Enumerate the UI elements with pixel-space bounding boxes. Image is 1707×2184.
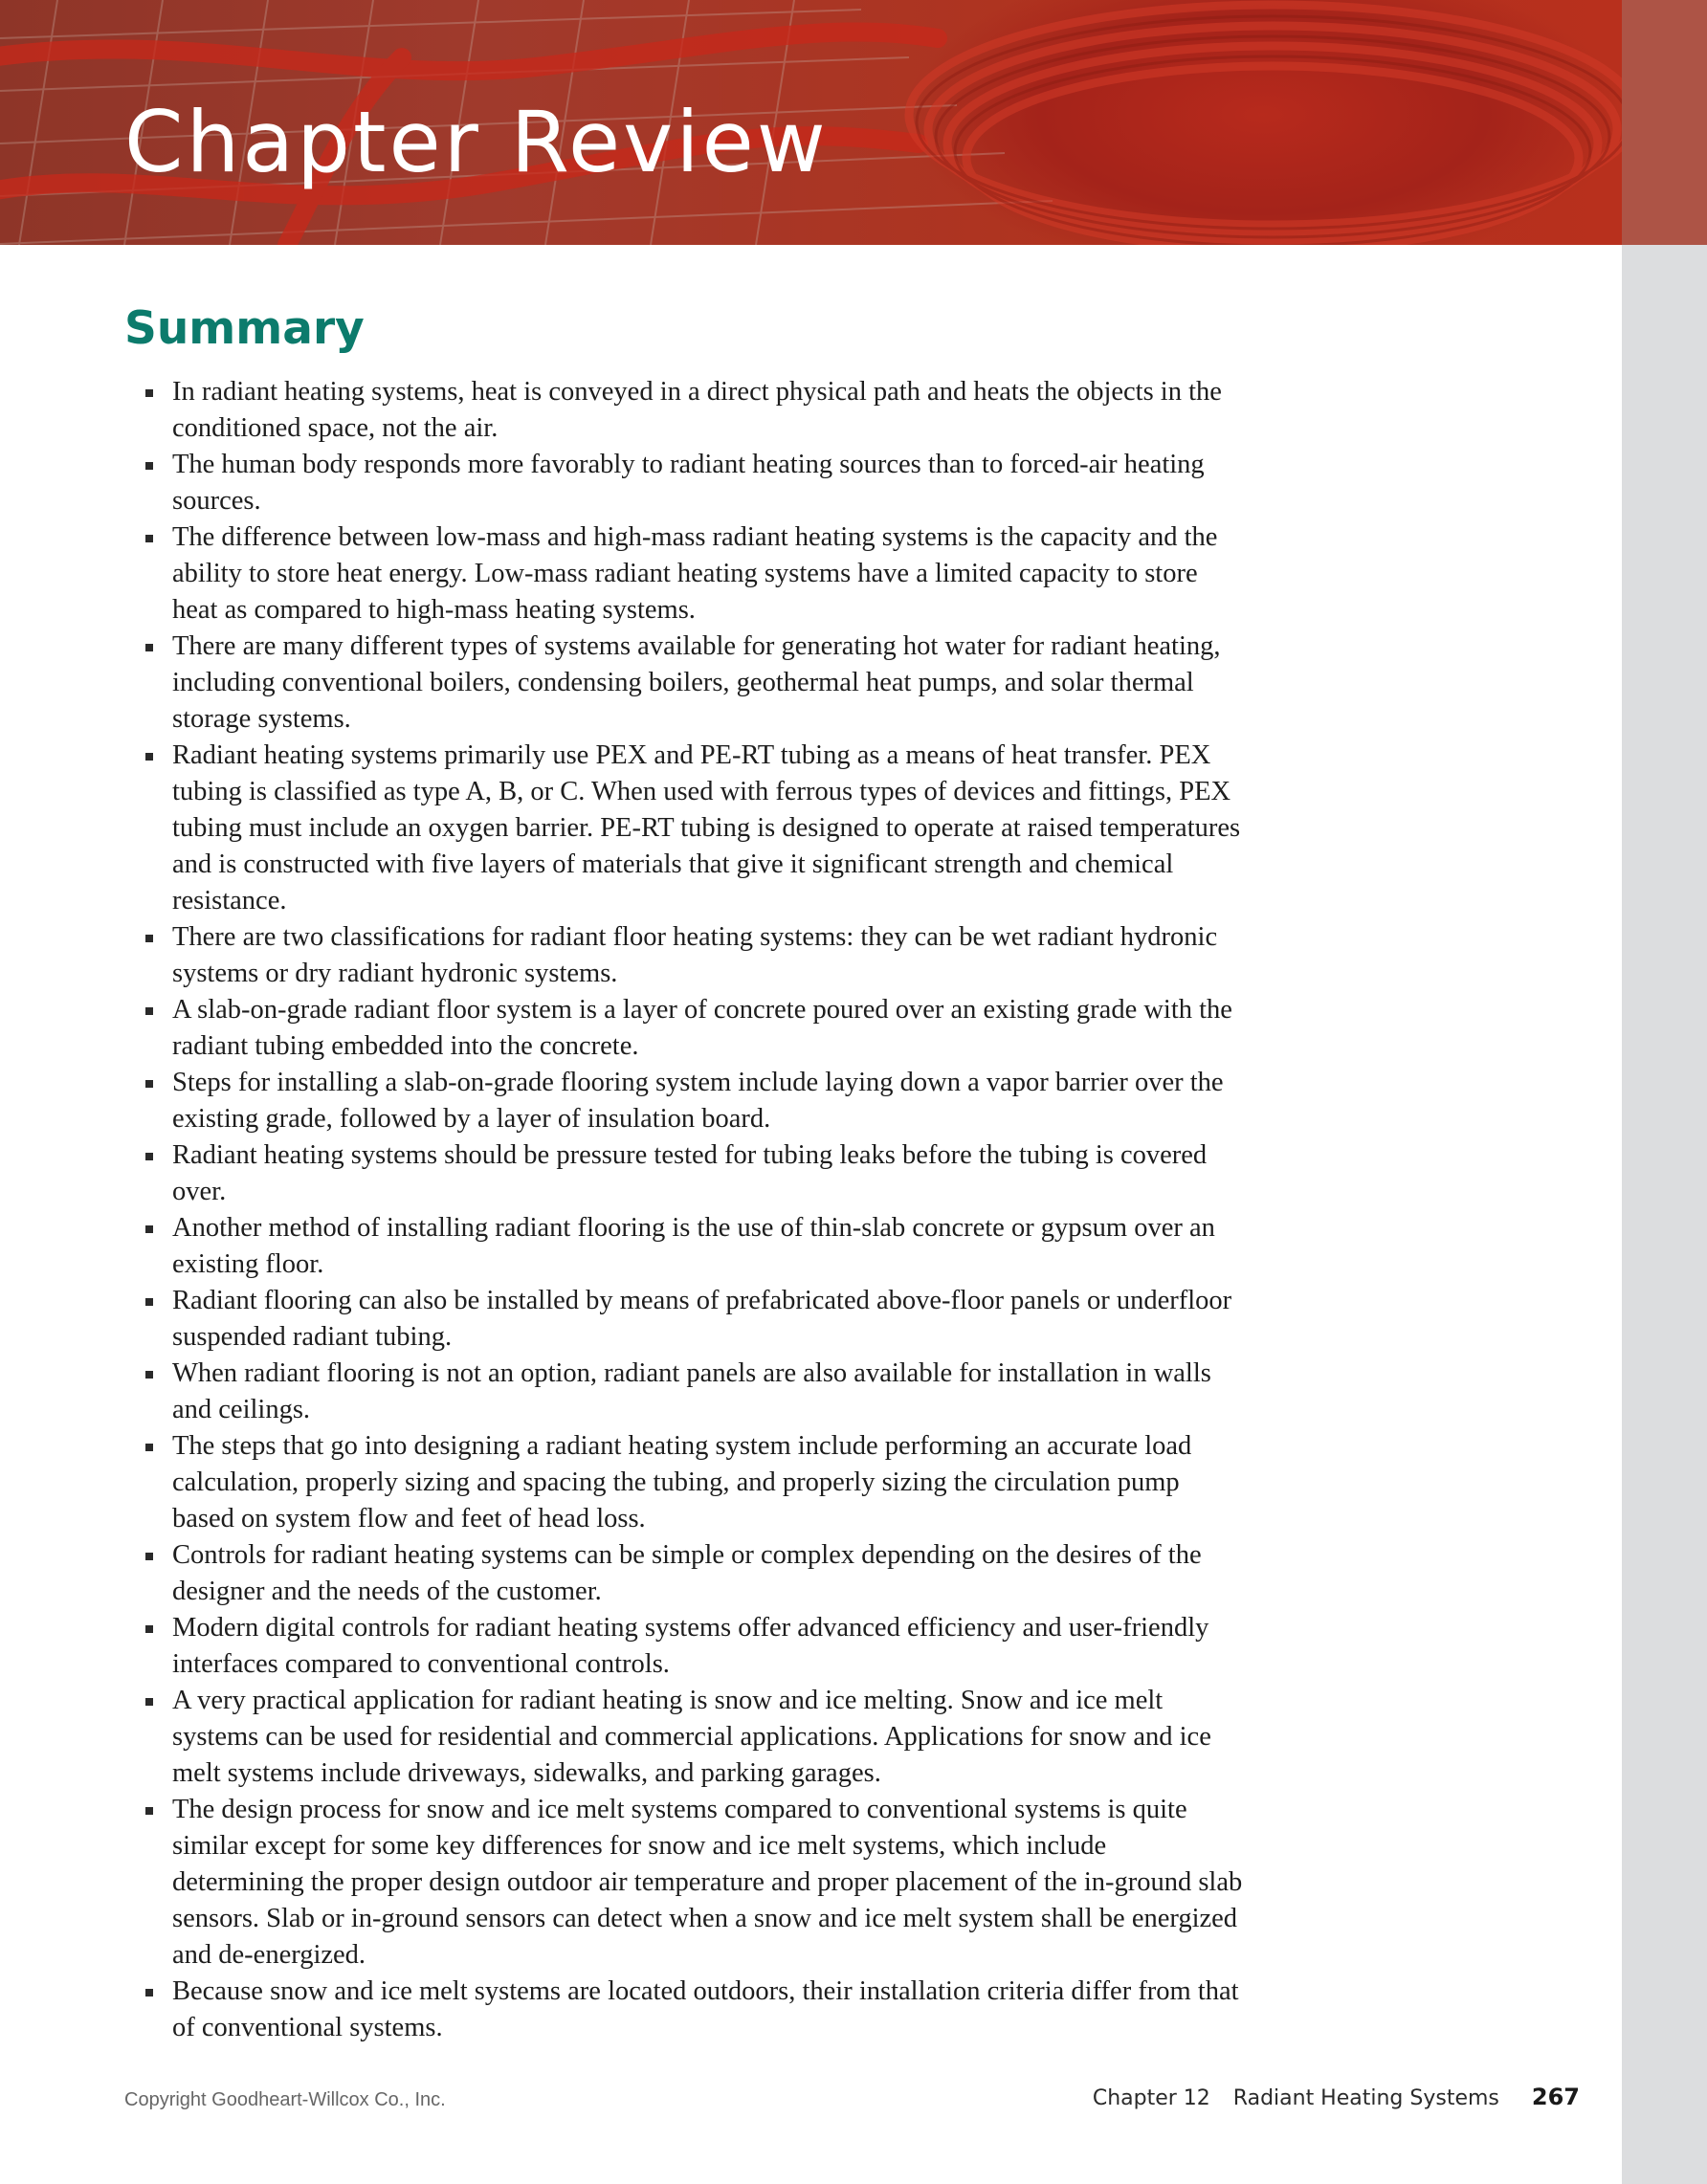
footer-section-title: Radiant Heating Systems [1232,2086,1499,2110]
page-edge-sidebar [1622,0,1707,2184]
summary-item: A slab-on-grade radiant floor system is a layer of concrete poured over an existing grade with the radiant tubing embedded into the concrete. [124,992,1244,1065]
summary-item: A very practical application for radiant heating is snow and ice melting. Snow and ice melt systems can be used for residential and commercial applications. Applications for snow and ice melt systems include driveways, sidewalks, and parking garages. [124,1683,1244,1792]
summary-item: Modern digital controls for radiant heating systems offer advanced efficiency and user-friendly interfaces compared to conventional controls. [124,1610,1244,1683]
chapter-banner [0,0,1622,245]
summary-item: Another method of installing radiant flooring is the use of thin-slab concrete or gypsum over an existing floor. [124,1210,1244,1283]
summary-item: Because snow and ice melt systems are located outdoors, their installation criteria differ from that of conventional systems. [124,1974,1244,2046]
chapter-title: Chapter Review [124,93,829,191]
footer-chapter-label: Chapter 12 [1092,2086,1210,2110]
summary-item: When radiant flooring is not an option, radiant panels are also available for installation in walls and ceilings. [124,1356,1244,1428]
summary-item: Radiant heating systems should be pressure tested for tubing leaks before the tubing is covered over. [124,1137,1244,1210]
footer-copyright: Copyright Goodheart-Willcox Co., Inc. [124,2089,446,2110]
summary-item: In radiant heating systems, heat is conveyed in a direct physical path and heats the objects in the conditioned space, not the air. [124,374,1244,447]
summary-item: There are two classifications for radiant floor heating systems: they can be wet radiant hydronic systems or dry radiant hydronic systems. [124,919,1244,992]
summary-item: The steps that go into designing a radiant heating system include performing an accurate load calculation, properly sizing and spacing the tubing, and properly sizing the circulation pump based on system flow and feet of head loss. [124,1428,1244,1537]
summary-item: The design process for snow and ice melt systems compared to conventional systems is quite similar except for some key differences for snow and ice melt systems, which include determining the proper design outdoor air temperature and proper placement of the in-ground slab sensors. Slab or in-ground sensors can detect when a snow and ice melt system shall be energized and de-energized. [124,1792,1244,1974]
summary-item: Controls for radiant heating systems can be simple or complex depending on the desires of the designer and the needs of the customer. [124,1537,1244,1610]
summary-list [124,374,1244,2046]
summary-heading: Summary [124,302,365,355]
summary-item: Steps for installing a slab-on-grade flooring system include laying down a vapor barrier over the existing grade, followed by a layer of insulation board. [124,1065,1244,1137]
summary-item: There are many different types of systems available for generating hot water for radiant heating, including conventional boilers, condensing boilers, geothermal heat pumps, and solar thermal storage systems. [124,629,1244,738]
page-edge-tab [1622,0,1707,245]
page-number: 267 [1531,2084,1580,2110]
summary-item: Radiant heating systems primarily use PEX and PE-RT tubing as a means of heat transfer. PEX tubing is classified as type A, B, or C. When used with ferrous types of devices and fittings, PEX tubing must include an oxygen barrier. PE-RT tubing is designed to operate at raised temperatures and is constructed with five layers of materials that give it significant strength and chemical resistance. [124,738,1244,919]
summary-item: The human body responds more favorably to radiant heating sources than to forced-air heating sources. [124,447,1244,519]
running-footer [1093,2084,1580,2110]
summary-item: Radiant flooring can also be installed by means of prefabricated above-floor panels or underfloor suspended radiant tubing. [124,1283,1244,1356]
summary-item: The difference between low-mass and high-mass radiant heating systems is the capacity and the ability to store heat energy. Low-mass radiant heating systems have a limited capacity to store heat as compared to high-mass heating systems. [124,519,1244,629]
